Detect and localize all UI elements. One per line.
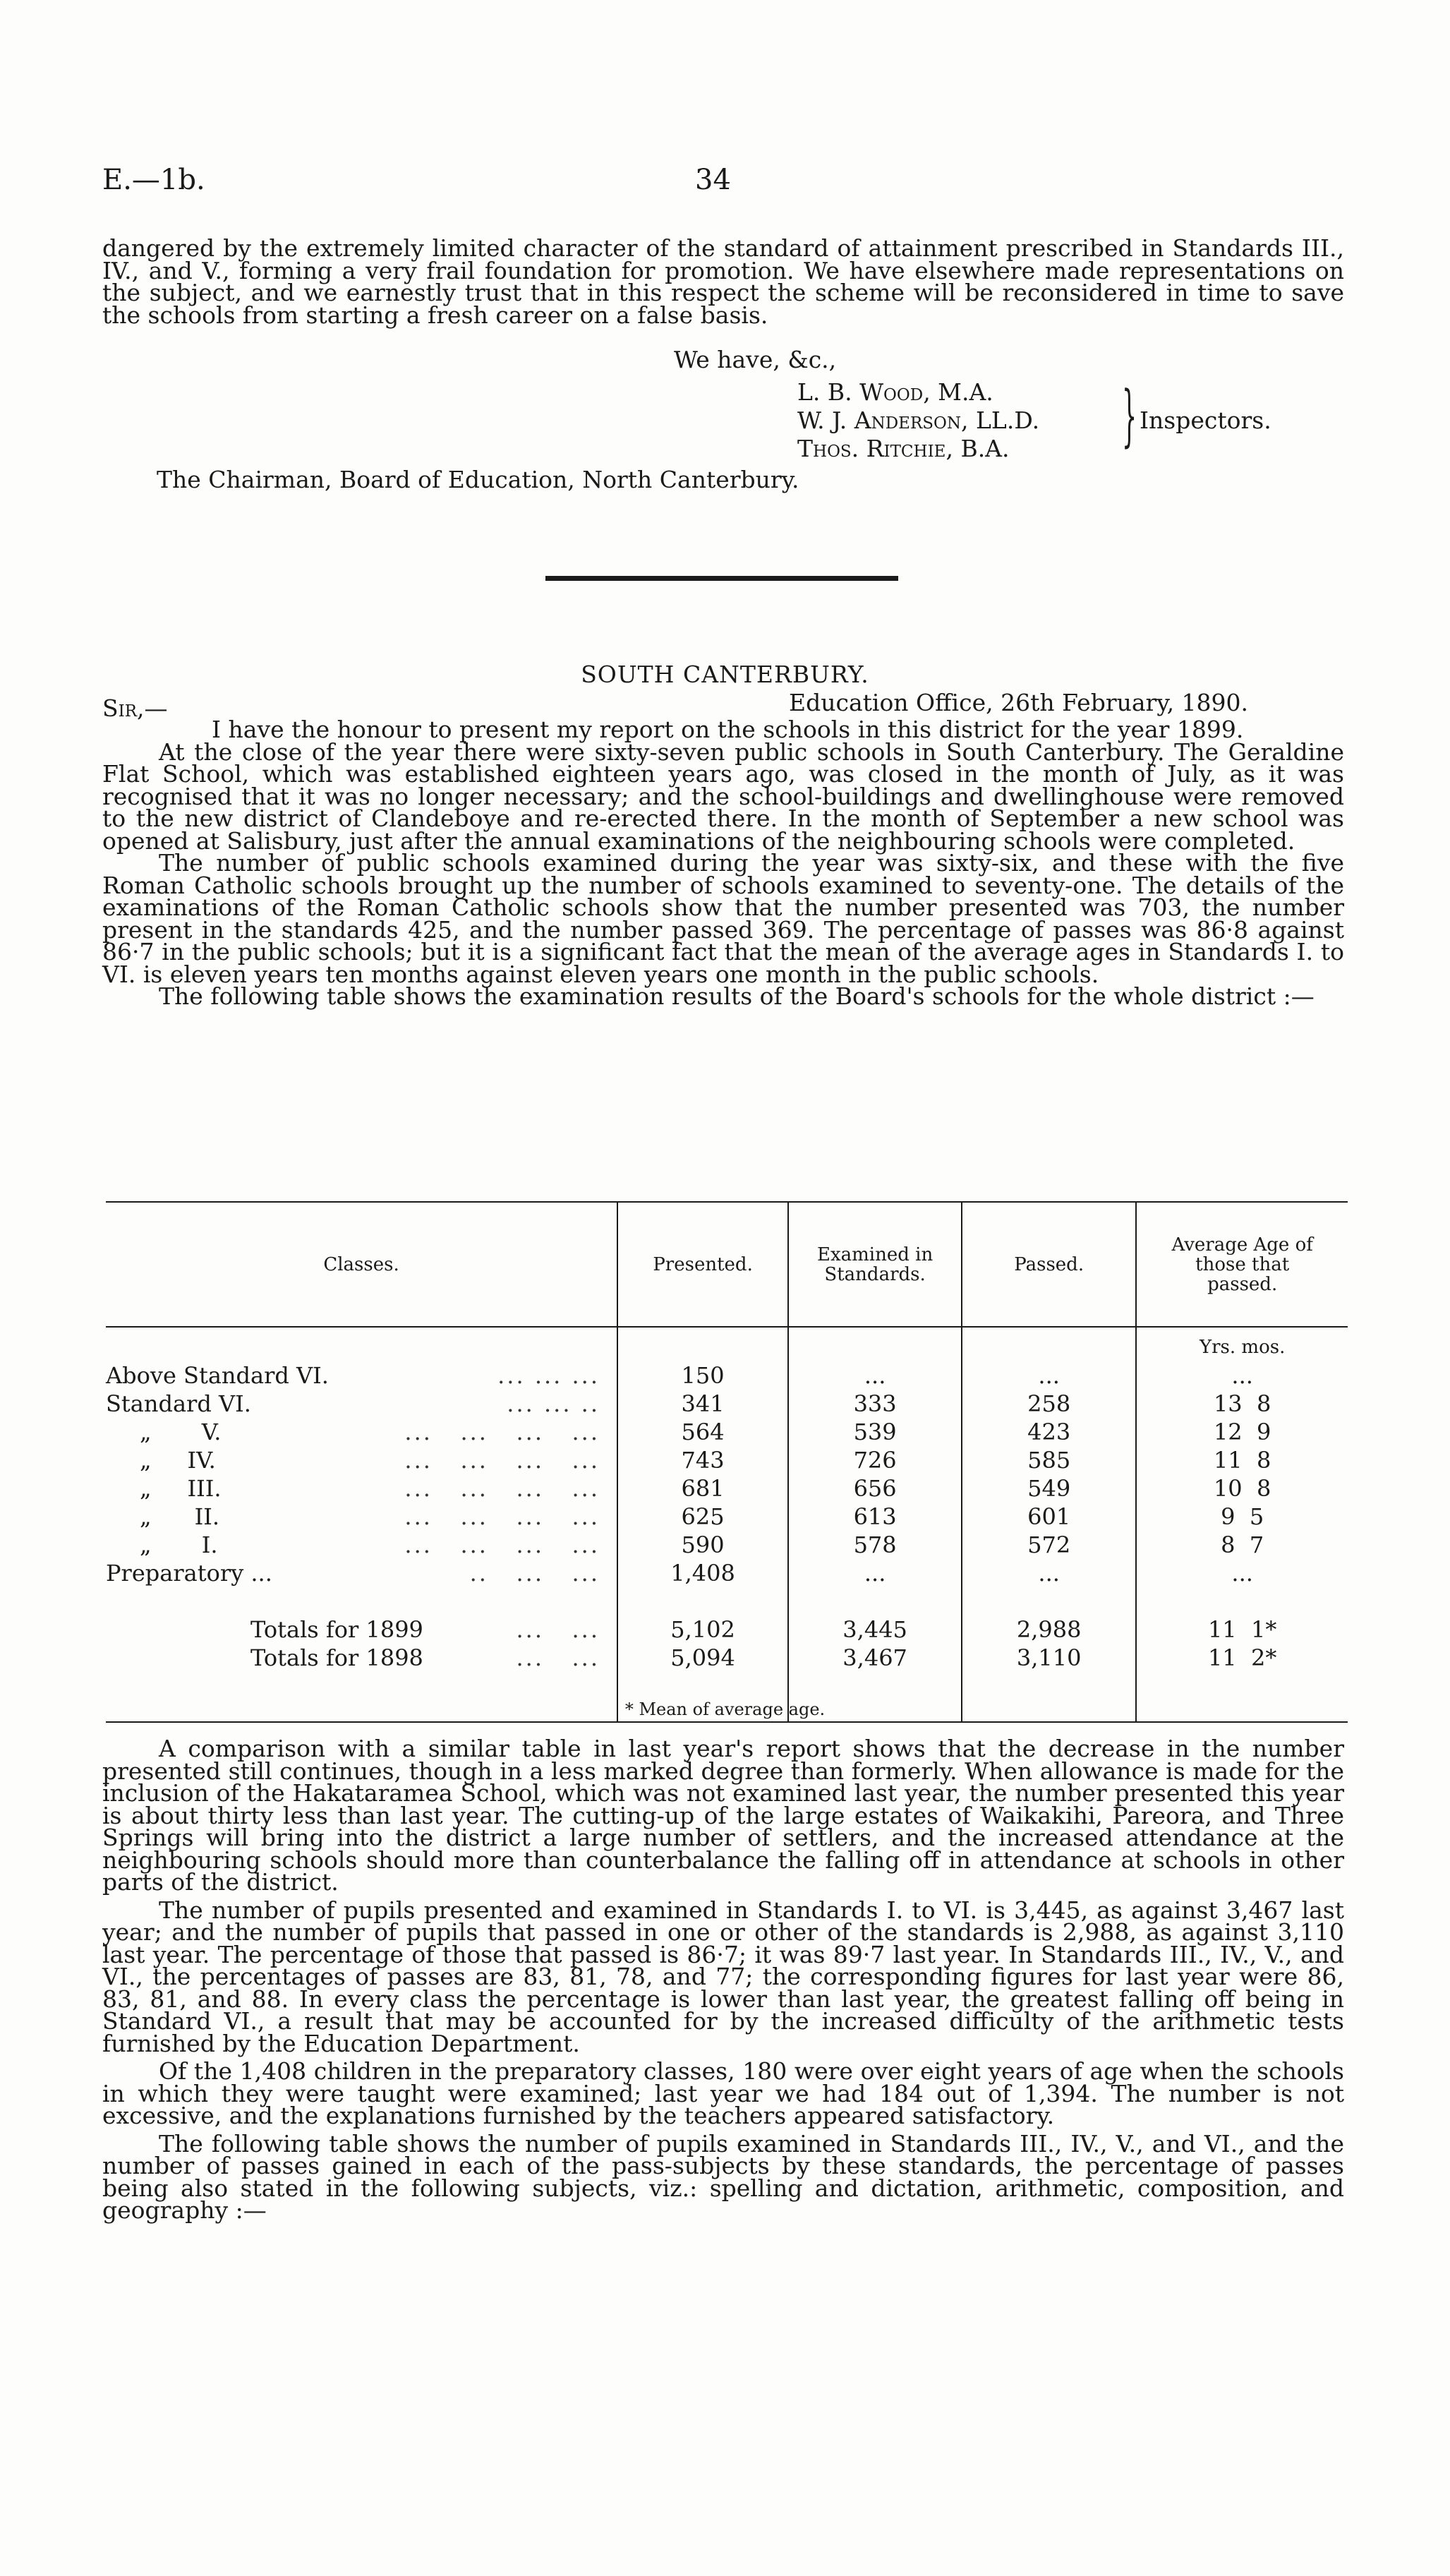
leader-dots: ... ... ... ... <box>404 1503 600 1530</box>
age-cell: ... <box>1231 1560 1253 1587</box>
examined-cell: 656 <box>788 1474 962 1503</box>
passed-cell: 3,110 <box>962 1644 1136 1672</box>
class-cell <box>106 1559 617 1587</box>
examined-cell: 3,445 <box>788 1615 962 1644</box>
leader-dots: ... ... <box>516 1616 600 1643</box>
report-paragraph: At the close of the year there were sixty-seven public schools in South Canterbury. The Geraldine Flat School, which was established eighteen years ago, was closed in the month of July, as it was recognised that it was no longer necessary; and the school-buildings and dwellinghouse were removed to the new district of Clandeboye and re-erected there. In the month of September a new school was opened at Salisbury, just after the annual examinations of the neighbouring schools were completed. <box>102 738 1344 855</box>
table-row <box>106 1390 1348 1418</box>
table-header-row <box>106 1202 1348 1327</box>
section-divider <box>545 576 898 581</box>
age-units: Yrs. mos. <box>1199 1337 1286 1358</box>
examined-cell: 578 <box>788 1531 962 1559</box>
totals-row <box>106 1644 1348 1672</box>
table-row <box>106 1559 1348 1587</box>
report-paragraph: A comparison with a similar table in last year's report shows that the decrease in the number presented still continues, though in a less marked degree than formerly. When allowance is made for the inclusion of the Hakataramea School, which was not examined last year, the number presented this year is about thirty less than last year. The cutting-up of the large estates of Waikakihi, Pareora, and Three Springs will bring into the district a large number of settlers, and the increased attendance at the neighbouring schools should more than counterbalance the falling off in attendance at schools in other parts of the district. <box>102 1735 1344 1896</box>
leader-dots: ... ... ... <box>497 1362 600 1389</box>
table-row <box>106 1361 1348 1390</box>
examined-cell: 3,467 <box>788 1644 962 1672</box>
presented-cell: 150 <box>617 1361 788 1390</box>
totals-cell <box>106 1644 617 1672</box>
age-cell: 9 5 <box>1221 1503 1264 1530</box>
class-label: „ II. <box>140 1503 220 1530</box>
leader-dots: ... ... ... ... <box>404 1419 600 1445</box>
intro-paragraph-block <box>102 234 1344 329</box>
presented-cell: 743 <box>617 1446 788 1474</box>
class-label: „ V. <box>140 1419 222 1445</box>
class-cell <box>106 1531 617 1559</box>
table-row <box>106 1503 1348 1531</box>
table-row <box>106 1446 1348 1474</box>
class-label: Above Standard VI. <box>106 1362 329 1389</box>
class-label: „ III. <box>140 1475 222 1502</box>
presented-cell: 1,408 <box>617 1559 788 1587</box>
examined-cell: 726 <box>788 1446 962 1474</box>
age-cell: 11 8 <box>1213 1447 1271 1474</box>
report-paragraph: The following table shows the number of pupils examined in Standards III., IV., V., and VI., and the number of passes gained in each of the pass-subjects by these standards, the percentage of passes being also stated in the following subjects, viz.: spelling and dictation, arithmetic, composition, and geography :— <box>102 2129 1344 2224</box>
report-body-a <box>102 718 1344 1008</box>
leader-dots: ... ... ... ... <box>404 1531 600 1558</box>
totals-cell <box>106 1615 617 1644</box>
col-header-passed: Passed. <box>962 1202 1136 1327</box>
presented-cell: 341 <box>617 1390 788 1418</box>
col-header-average-age: Average Age of those that passed. <box>1136 1202 1348 1327</box>
passed-cell: 2,988 <box>962 1615 1136 1644</box>
report-paragraph: The following table shows the examination results of the Board's schools for the whole district :— <box>159 982 1315 1010</box>
presented-cell: 590 <box>617 1531 788 1559</box>
results-table <box>106 1201 1348 1723</box>
presented-cell: 564 <box>617 1418 788 1446</box>
totals-row <box>106 1615 1348 1644</box>
intro-paragraph: dangered by the extremely limited character of the standard of attainment prescribed in Standards III., IV., and V., forming a very frail foundation for promotion. We have elsewhere made representations on the subject, and we earnestly trust that in this respect the scheme will be reconsidered in time to save the schools from starting a fresh career on a false basis. <box>102 234 1344 329</box>
report-body-b <box>102 1735 1344 2224</box>
age-cell: 8 7 <box>1221 1531 1264 1558</box>
page-number: 34 <box>695 164 731 196</box>
class-cell <box>106 1390 617 1418</box>
leader-dots: ... ... ... ... <box>404 1475 600 1502</box>
class-label: „ I. <box>140 1531 218 1558</box>
examined-cell: 539 <box>788 1418 962 1446</box>
report-paragraph: Of the 1,408 children in the preparatory classes, 180 were over eight years of age when the schools in which they were taught were examined; last year we had 184 out of 1,394. The number is not excessive, and the explanations furnished by the teachers appeared satisfactory. <box>102 2057 1344 2129</box>
examined-cell: 613 <box>788 1503 962 1531</box>
addressee: The Chairman, Board of Education, North Canterbury. <box>157 466 799 493</box>
closing-line: We have, &c., <box>674 346 837 373</box>
report-paragraph: The number of public schools examined during the year was sixty-six, and these with the five Roman Catholic schools brought up the number of schools examined to seventy-one. The details of the examinations of the Roman Catholic schools show that the number presented was 703, the number present in the standards 425, and the number passed 369. The percentage of passes was 86·8 against 86·7 in the public schools; but it is a significant fact that the mean of the average ages in Standards I. to VI. is eleven years ten months against eleven years one month in the public schools. <box>102 849 1344 988</box>
totals-label: Totals for 1899 <box>250 1616 423 1643</box>
class-cell <box>106 1503 617 1531</box>
leader-dots: .. ... ... <box>469 1560 600 1587</box>
age-cell: 11 1* <box>1207 1616 1277 1643</box>
presented-cell: 625 <box>617 1503 788 1531</box>
presented-cell: 5,102 <box>617 1615 788 1644</box>
signatory-3: Thos. Ritchie, B.A. <box>797 435 1010 462</box>
signatory-2: W. J. Anderson, LL.D. <box>797 407 1040 434</box>
report-paragraph: The number of pupils presented and examined in Standards I. to VI. is 3,445, as against 3,467 last year; and the number of pupils that passed in one or other of the standards is 2,988, as against 3,110 last year. The percentage of those that passed is 86·7; it was 89·7 last year. In Standards III., IV., V., and VI., the percentages of passes are 83, 81, 78, and 77; the corresponding figures for last year were 86, 83, 81, and 88. In every class the percentage is lower than last year, the greatest falling off being in Standard VI., a result that may be accounted for by the increased difficulty of the arithmetic tests furnished by the Education Department. <box>102 1896 1344 2057</box>
col-header-classes: Classes. <box>106 1202 617 1327</box>
col-header-presented: Presented. <box>617 1202 788 1327</box>
leader-dots: ... ... ... ... <box>404 1447 600 1474</box>
age-cell: 13 8 <box>1213 1390 1271 1417</box>
leader-dots: ... ... .. <box>507 1390 600 1417</box>
table-row <box>106 1531 1348 1559</box>
class-cell <box>106 1361 617 1390</box>
class-label: „ IV. <box>140 1447 216 1474</box>
age-cell: 11 2* <box>1207 1644 1277 1671</box>
presented-cell: 681 <box>617 1474 788 1503</box>
passed-cell: 258 <box>962 1390 1136 1418</box>
class-cell <box>106 1446 617 1474</box>
class-label: Preparatory ... <box>106 1560 272 1587</box>
age-cell: ... <box>1231 1362 1253 1389</box>
examined-cell: ... <box>788 1559 962 1587</box>
leader-dots: ... ... <box>516 1644 600 1671</box>
class-label: Standard VI. <box>106 1390 251 1417</box>
class-cell <box>106 1474 617 1503</box>
examined-cell: 333 <box>788 1390 962 1418</box>
age-cell: 12 9 <box>1213 1419 1271 1445</box>
table-row <box>106 1474 1348 1503</box>
table-row <box>106 1418 1348 1446</box>
table-row-spacer <box>106 1587 1348 1615</box>
salutation: Sir,— <box>102 694 168 722</box>
passed-cell: ... <box>962 1559 1136 1587</box>
table-footnote: * Mean of average age. <box>624 1699 826 1719</box>
totals-label: Totals for 1898 <box>250 1644 423 1671</box>
passed-cell: 572 <box>962 1531 1136 1559</box>
passed-cell: 549 <box>962 1474 1136 1503</box>
document-code: E.—1b. <box>102 164 205 196</box>
signatory-brace: } <box>1122 377 1137 455</box>
presented-cell: 5,094 <box>617 1644 788 1672</box>
letter-date: Education Office, 26th February, 1890. <box>789 689 1249 716</box>
class-cell <box>106 1418 617 1446</box>
age-cell: 10 8 <box>1213 1475 1271 1502</box>
page-header <box>102 164 1344 206</box>
section-title: SOUTH CANTERBURY. <box>581 661 869 688</box>
passed-cell: 585 <box>962 1446 1136 1474</box>
examined-cell: ... <box>788 1361 962 1390</box>
signatories-role: Inspectors. <box>1140 407 1271 434</box>
signatory-1: L. B. Wood, M.A. <box>797 378 993 406</box>
passed-cell: 601 <box>962 1503 1136 1531</box>
passed-cell: 423 <box>962 1418 1136 1446</box>
col-header-examined: Examined in Standards. <box>788 1202 962 1327</box>
table-row <box>106 1327 1348 1361</box>
report-paragraph: I have the honour to present my report on the schools in this district for the year 1899. <box>212 716 1244 743</box>
passed-cell: ... <box>962 1361 1136 1390</box>
